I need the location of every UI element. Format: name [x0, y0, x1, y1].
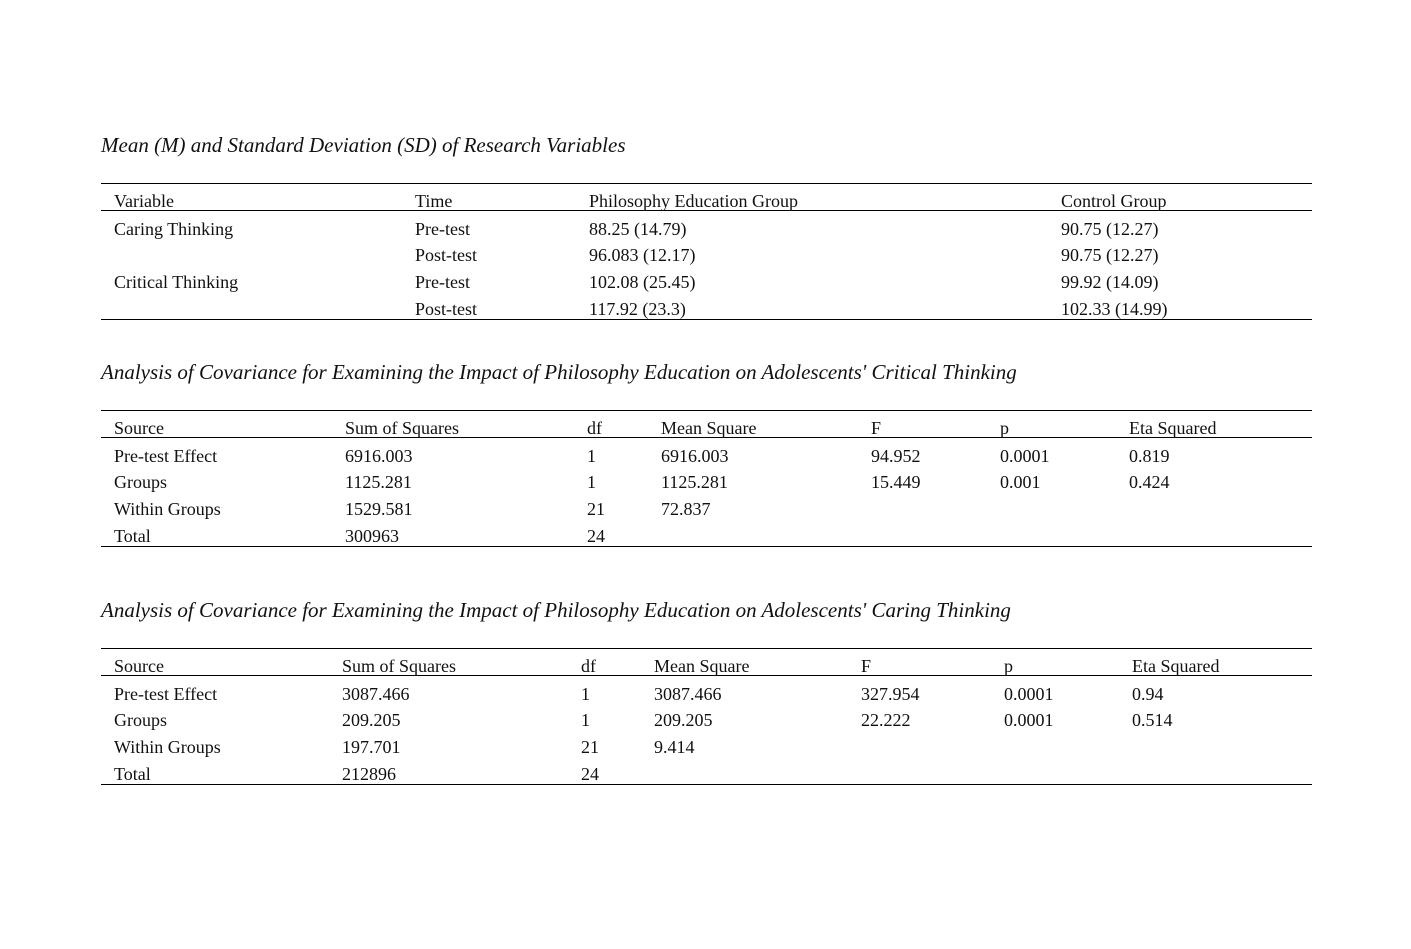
cell-f: 94.952 [871, 446, 921, 466]
cell-eta-squared: 0.424 [1129, 472, 1170, 492]
table-body [101, 438, 1312, 546]
cell-philosophy-group: 117.92 (23.3) [589, 299, 686, 319]
cell-philosophy-group: 96.083 (12.17) [589, 245, 696, 265]
cell-variable: Critical Thinking [114, 272, 239, 292]
header-variable: Variable [114, 191, 174, 211]
table-body [101, 211, 1312, 319]
cell-time: Pre-test [415, 272, 470, 292]
table-row [101, 211, 1312, 238]
header-eta-squared: Eta Squared [1132, 656, 1220, 676]
header-source: Source [114, 418, 164, 438]
cell-f: 327.954 [861, 684, 920, 704]
table-header-row [101, 649, 1312, 676]
header-f: F [871, 418, 882, 438]
cell-mean-square: 1125.281 [661, 472, 728, 492]
cell-f: 22.222 [861, 710, 911, 730]
cell-df: 1 [587, 446, 596, 466]
cell-df: 24 [581, 764, 599, 784]
cell-time: Pre-test [415, 219, 470, 239]
cell-p: 0.001 [1000, 472, 1041, 492]
header-mean-square: Mean Square [661, 418, 757, 438]
header-df: df [581, 656, 596, 676]
cell-control-group: 99.92 (14.09) [1061, 272, 1159, 292]
header-mean-square: Mean Square [654, 656, 750, 676]
table-body [101, 676, 1312, 784]
cell-df: 21 [587, 499, 605, 519]
cell-p: 0.0001 [1000, 446, 1050, 466]
header-control-group: Control Group [1061, 191, 1167, 211]
cell-control-group: 90.75 (12.27) [1061, 219, 1159, 239]
cell-time: Post-test [415, 245, 478, 265]
header-p: p [1000, 418, 1009, 438]
cell-source: Within Groups [114, 737, 221, 757]
table-row [101, 292, 1312, 319]
table-row [101, 703, 1312, 730]
table-row [101, 238, 1312, 265]
table1-caption: Mean (M) and Standard Deviation (SD) of Research Variables [101, 133, 626, 157]
cell-source: Pre-test Effect [114, 446, 218, 466]
cell-f: 15.449 [871, 472, 921, 492]
table-row [101, 519, 1312, 546]
cell-eta-squared: 0.94 [1132, 684, 1164, 704]
cell-mean-square: 9.414 [654, 737, 695, 757]
header-sum-of-squares: Sum of Squares [342, 656, 456, 676]
table-row [101, 730, 1312, 757]
cell-mean-square: 72.837 [661, 499, 711, 519]
cell-control-group: 102.33 (14.99) [1061, 299, 1168, 319]
cell-p: 0.0001 [1004, 710, 1054, 730]
cell-control-group: 90.75 (12.27) [1061, 245, 1159, 265]
header-eta-squared: Eta Squared [1129, 418, 1217, 438]
table-row [101, 492, 1312, 519]
cell-philosophy-group: 88.25 (14.79) [589, 219, 687, 239]
cell-sum-of-squares: 6916.003 [345, 446, 413, 466]
table-ancova-critical-thinking [101, 410, 1312, 547]
cell-source: Groups [114, 710, 167, 730]
table-header-row [101, 411, 1312, 438]
table-row [101, 676, 1312, 703]
cell-p: 0.0001 [1004, 684, 1054, 704]
table-row [101, 438, 1312, 465]
cell-eta-squared: 0.819 [1129, 446, 1170, 466]
cell-sum-of-squares: 300963 [345, 526, 399, 546]
header-p: p [1004, 656, 1013, 676]
cell-sum-of-squares: 197.701 [342, 737, 401, 757]
cell-sum-of-squares: 1125.281 [345, 472, 412, 492]
cell-source: Groups [114, 472, 167, 492]
cell-df: 24 [587, 526, 605, 546]
cell-time: Post-test [415, 299, 478, 319]
cell-mean-square: 6916.003 [661, 446, 729, 466]
cell-source: Within Groups [114, 499, 221, 519]
cell-sum-of-squares: 3087.466 [342, 684, 410, 704]
table-header-row [101, 184, 1312, 211]
cell-source: Pre-test Effect [114, 684, 218, 704]
cell-df: 21 [581, 737, 599, 757]
cell-sum-of-squares: 212896 [342, 764, 396, 784]
cell-df: 1 [587, 472, 596, 492]
cell-philosophy-group: 102.08 (25.45) [589, 272, 696, 292]
table-row [101, 757, 1312, 784]
header-philosophy-group: Philosophy Education Group [589, 191, 798, 211]
cell-df: 1 [581, 684, 590, 704]
table-research-variables [101, 183, 1312, 320]
header-time: Time [415, 191, 453, 211]
table-row [101, 265, 1312, 292]
cell-source: Total [114, 526, 151, 546]
cell-eta-squared: 0.514 [1132, 710, 1173, 730]
header-sum-of-squares: Sum of Squares [345, 418, 459, 438]
table3-caption: Analysis of Covariance for Examining the Impact of Philosophy Education on Adolescents' Caring Thinking [101, 598, 1011, 622]
cell-mean-square: 209.205 [654, 710, 713, 730]
table-row [101, 465, 1312, 492]
cell-sum-of-squares: 209.205 [342, 710, 401, 730]
header-df: df [587, 418, 602, 438]
header-source: Source [114, 656, 164, 676]
cell-source: Total [114, 764, 151, 784]
header-f: F [861, 656, 872, 676]
table2-caption: Analysis of Covariance for Examining the Impact of Philosophy Education on Adolescents' Critical Thinking [101, 360, 1017, 384]
table-ancova-caring-thinking [101, 648, 1312, 785]
cell-mean-square: 3087.466 [654, 684, 722, 704]
cell-variable: Caring Thinking [114, 219, 234, 239]
cell-df: 1 [581, 710, 590, 730]
cell-sum-of-squares: 1529.581 [345, 499, 413, 519]
